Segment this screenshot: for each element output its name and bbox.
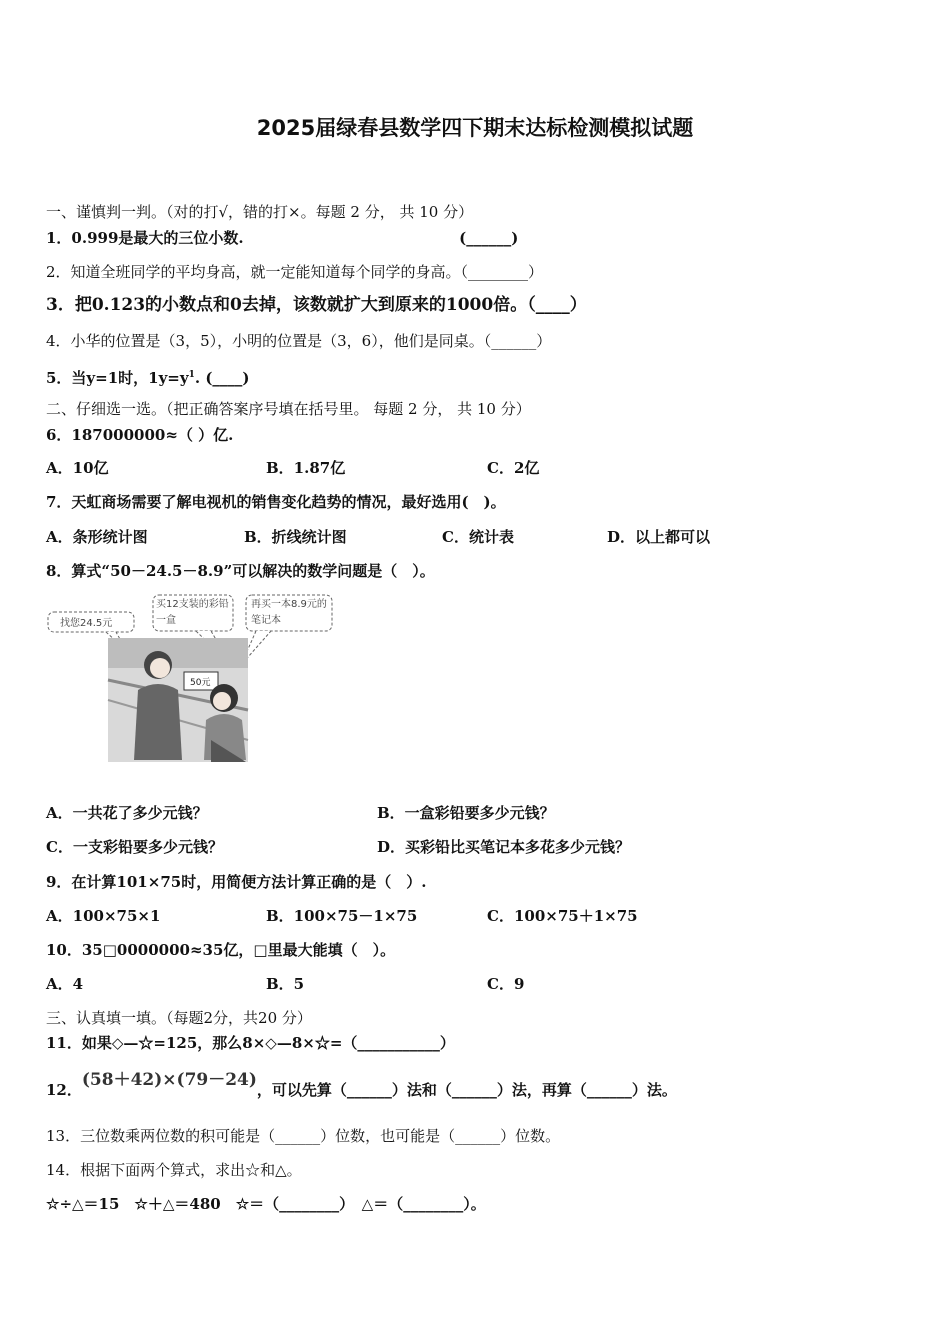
q8-option-d[interactable]: D．买彩铅比买笔记本多花多少元钱？ bbox=[377, 838, 631, 856]
question-13: 13．三位数乘两位数的积可能是（______）位数，也可能是（______）位数。 bbox=[46, 1127, 561, 1145]
question-1-text: 1．0.999是最大的三位小数. bbox=[46, 229, 244, 247]
q7-option-a[interactable]: A．条形统计图 bbox=[46, 528, 148, 546]
bubble-change-text: 找您24.5元 bbox=[60, 618, 113, 629]
question-7: 7．天虹商场需要了解电视机的销售变化趋势的情况，最好选用( )。 bbox=[46, 493, 506, 511]
question-5-text: 5．当y=1时，1y=y bbox=[46, 369, 189, 387]
question-12-number: 12． bbox=[46, 1081, 82, 1099]
question-14-equations: ☆÷△＝15 ☆＋△＝480 ☆＝（________） △＝（________）。 bbox=[46, 1195, 486, 1213]
question-1-blank[interactable]: (______) bbox=[459, 229, 519, 247]
shopkeeper-body bbox=[134, 684, 182, 760]
question-2: 2．知道全班同学的平均身高，就一定能知道每个同学的身高。（________） bbox=[46, 263, 544, 281]
section2-header: 二、仔细选一选。（把正确答案序号填在括号里。 每题 2 分， 共 10 分） bbox=[46, 400, 531, 418]
q10-option-b[interactable]: B．5 bbox=[266, 975, 305, 993]
question-14: 14．根据下面两个算式，求出☆和△。 bbox=[46, 1161, 302, 1179]
q8-option-c[interactable]: C．一支彩铅要多少元钱？ bbox=[46, 838, 223, 856]
question-9: 9．在计算101×75时，用简便方法计算正确的是（ ）. bbox=[46, 873, 427, 891]
q9-option-a[interactable]: A．100×75×1 bbox=[46, 907, 161, 925]
price-sign-text: 50元 bbox=[190, 678, 211, 688]
q6-option-b[interactable]: B．1.87亿 bbox=[266, 459, 346, 477]
section1-header: 一、谨慎判一判。（对的打√，错的打×。每题 2 分， 共 10 分） bbox=[46, 203, 474, 221]
question-6: 6．187000000≈（ ）亿. bbox=[46, 426, 234, 444]
q9-option-c[interactable]: C．100×75＋1×75 bbox=[487, 907, 638, 925]
question-12-text: ，可以先算（______）法和（______）法，再算（______）法。 bbox=[256, 1081, 677, 1099]
q8-option-b[interactable]: B．一盒彩铅要多少元钱？ bbox=[377, 804, 555, 822]
q9-option-b[interactable]: B．100×75－1×75 bbox=[266, 907, 418, 925]
question-3: 3．把0.123的小数点和0去掉，该数就扩大到原来的1000倍。（____） bbox=[46, 295, 587, 315]
question-12-expression: (58＋42)×(79－24) bbox=[81, 1070, 257, 1090]
q10-option-a[interactable]: A．4 bbox=[46, 975, 84, 993]
q8-option-a[interactable]: A．一共花了多少元钱？ bbox=[46, 804, 208, 822]
question-5-blank: . (____) bbox=[194, 369, 250, 387]
question-8-illustration bbox=[46, 590, 346, 770]
question-11: 11．如果◇—☆=125，那么8×◇—8×☆=（___________） bbox=[46, 1034, 455, 1052]
section3-header: 三、认真填一填。（每题2分，共20 分） bbox=[46, 1009, 312, 1027]
q7-option-b[interactable]: B．折线统计图 bbox=[244, 528, 347, 546]
question-8: 8．算式“50－24.5－8.9”可以解决的数学问题是（ ）。 bbox=[46, 562, 435, 580]
question-1 bbox=[46, 228, 518, 248]
page-title: 2025届绿春县数学四下期末达标检测模拟试题 bbox=[256, 116, 694, 140]
q6-option-a[interactable]: A．10亿 bbox=[46, 459, 109, 477]
question-10: 10．35□0000000≈35亿，□里最大能填（ ）。 bbox=[46, 941, 396, 959]
shop-scene-svg bbox=[46, 590, 346, 770]
question-5 bbox=[46, 365, 250, 388]
bubble-notebook-text: 再买一本8.9元的笔记本 bbox=[251, 599, 327, 626]
question-5-exponent: 1 bbox=[188, 370, 195, 380]
bubble-pencils-text: 买12支装的彩铅一盒 bbox=[156, 599, 229, 626]
question-4: 4．小华的位置是（3，5），小明的位置是（3，6），他们是同桌。（______） bbox=[46, 332, 552, 350]
q7-option-c[interactable]: C．统计表 bbox=[442, 528, 514, 546]
question-12 bbox=[46, 1070, 677, 1100]
q7-option-d[interactable]: D．以上都可以 bbox=[607, 528, 711, 546]
q6-option-c[interactable]: C．2亿 bbox=[487, 459, 540, 477]
q10-option-c[interactable]: C．9 bbox=[487, 975, 525, 993]
